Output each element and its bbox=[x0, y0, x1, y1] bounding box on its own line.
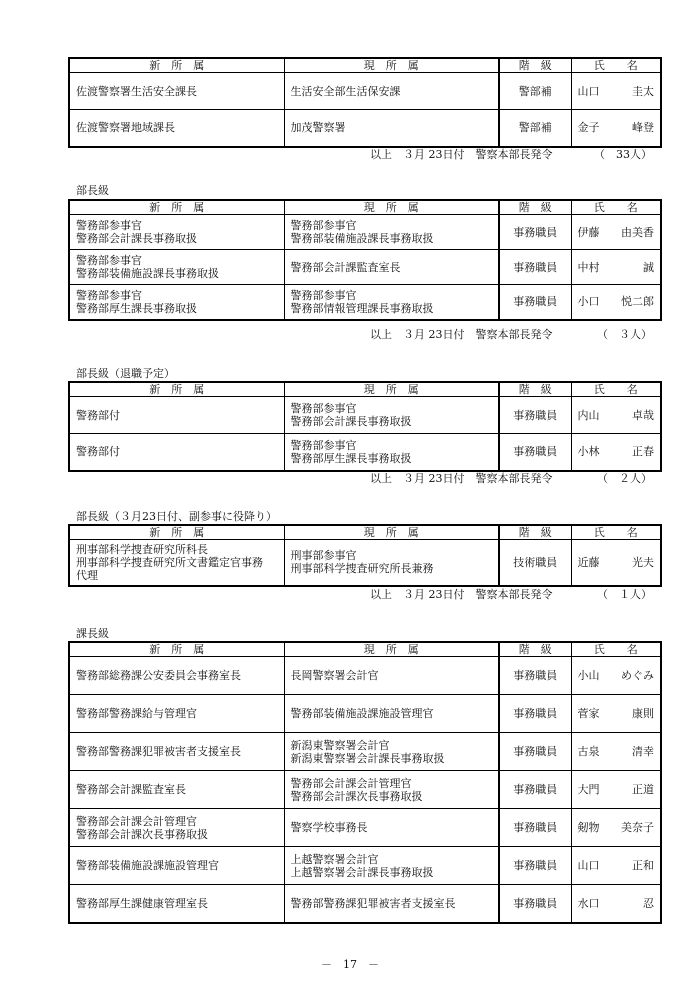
page-number: － 17 － bbox=[321, 958, 379, 971]
personnel-table bbox=[68, 199, 662, 321]
header-current: 現 所 属 bbox=[284, 382, 499, 397]
header-current: 現 所 属 bbox=[284, 642, 499, 657]
rank: 事務職員 bbox=[499, 285, 571, 320]
header-name: 氏 名 bbox=[571, 382, 661, 397]
header-rank: 階 級 bbox=[499, 642, 571, 657]
person-count: （ １人） bbox=[597, 588, 652, 601]
section-heading: 部長級（退職予定） bbox=[76, 367, 175, 380]
section-continued bbox=[68, 57, 660, 148]
new-post: 佐渡警察署地域課長 bbox=[69, 110, 284, 147]
current-post: 警務部会計課会計管理官 警務部会計課次長事務取扱 bbox=[284, 771, 499, 809]
new-post: 警務部参事官 警務部会計課長事務取扱 bbox=[69, 215, 284, 250]
person-name: 中村 誠 bbox=[571, 250, 661, 285]
table-row bbox=[69, 771, 661, 809]
current-post: 生活安全部生活保安課 bbox=[284, 73, 499, 110]
section-director-retiring bbox=[68, 381, 660, 472]
new-post: 警務部装備施設課施設管理官 bbox=[69, 847, 284, 885]
new-post: 警務部会計課監査室長 bbox=[69, 771, 284, 809]
section-director bbox=[68, 199, 660, 321]
current-post: 警務部参事官 警務部会計課長事務取扱 bbox=[284, 397, 499, 434]
person-name: 山口 正和 bbox=[571, 847, 661, 885]
section-section-chief bbox=[68, 641, 660, 924]
person-name: 水口 忍 bbox=[571, 885, 661, 923]
personnel-table bbox=[68, 524, 662, 587]
current-post: 警務部警務課犯罪被害者支援室長 bbox=[284, 885, 499, 923]
new-post: 警務部参事官 警務部厚生課長事務取扱 bbox=[69, 285, 284, 320]
new-post: 警務部警務課給与管理官 bbox=[69, 695, 284, 733]
person-name: 金子 峰登 bbox=[571, 110, 661, 147]
person-count: （ ３人） bbox=[597, 328, 652, 341]
person-name: 伊藤 由美香 bbox=[571, 215, 661, 250]
person-name: 小山 めぐみ bbox=[571, 657, 661, 695]
header-rank: 階 級 bbox=[499, 200, 571, 215]
current-post: 警務部参事官 警務部厚生課長事務取扱 bbox=[284, 434, 499, 471]
current-post: 警察学校事務長 bbox=[284, 809, 499, 847]
new-post: 警務部厚生課健康管理室長 bbox=[69, 885, 284, 923]
person-name: 剱物 美奈子 bbox=[571, 809, 661, 847]
rank: 事務職員 bbox=[499, 250, 571, 285]
person-name: 小口 悦二郎 bbox=[571, 285, 661, 320]
rank: 事務職員 bbox=[499, 771, 571, 809]
header-new: 新 所 属 bbox=[69, 642, 284, 657]
new-post: 警務部会計課会計管理官 警務部会計課次長事務取扱 bbox=[69, 809, 284, 847]
header-new: 新 所 属 bbox=[69, 58, 284, 73]
new-post: 警務部付 bbox=[69, 397, 284, 434]
header-new: 新 所 属 bbox=[69, 525, 284, 540]
personnel-table bbox=[68, 57, 662, 148]
order-note: 以上 ３月 23日付 警察本部長発令 bbox=[370, 148, 553, 161]
current-post: 警務部参事官 警務部装備施設課長事務取扱 bbox=[284, 215, 499, 250]
new-post: 警務部総務課公安委員会事務室長 bbox=[69, 657, 284, 695]
order-note: 以上 ３月 23日付 警察本部長発令 bbox=[370, 328, 553, 341]
current-post: 警務部参事官 警務部情報管理課長事務取扱 bbox=[284, 285, 499, 320]
current-post: 警務部会計課監査室長 bbox=[284, 250, 499, 285]
rank: 事務職員 bbox=[499, 733, 571, 771]
new-post: 佐渡警察署生活安全課長 bbox=[69, 73, 284, 110]
rank: 警部補 bbox=[499, 73, 571, 110]
rank: 技術職員 bbox=[499, 540, 571, 586]
person-count: （ ２人） bbox=[597, 472, 652, 485]
rank: 事務職員 bbox=[499, 847, 571, 885]
rank: 事務職員 bbox=[499, 434, 571, 471]
person-name: 近藤 光夫 bbox=[571, 540, 661, 586]
header-name: 氏 名 bbox=[571, 642, 661, 657]
table-row bbox=[69, 397, 661, 434]
table-header-row bbox=[69, 525, 661, 540]
table-row bbox=[69, 809, 661, 847]
current-post: 警務部装備施設課施設管理官 bbox=[284, 695, 499, 733]
header-current: 現 所 属 bbox=[284, 525, 499, 540]
header-current: 現 所 属 bbox=[284, 58, 499, 73]
person-name: 古泉 清幸 bbox=[571, 733, 661, 771]
current-post: 刑事部参事官 刑事部科学捜査研究所長兼務 bbox=[284, 540, 499, 586]
current-post: 上越警察署会計官 上越警察署会計課長事務取扱 bbox=[284, 847, 499, 885]
section-heading: 部長級 bbox=[76, 184, 109, 197]
new-post: 警務部付 bbox=[69, 434, 284, 471]
rank: 事務職員 bbox=[499, 885, 571, 923]
rank: 事務職員 bbox=[499, 215, 571, 250]
header-rank: 階 級 bbox=[499, 58, 571, 73]
header-new: 新 所 属 bbox=[69, 382, 284, 397]
person-name: 菅家 康則 bbox=[571, 695, 661, 733]
header-current: 現 所 属 bbox=[284, 200, 499, 215]
rank: 事務職員 bbox=[499, 809, 571, 847]
order-note: 以上 ３月 23日付 警察本部長発令 bbox=[370, 588, 553, 601]
header-name: 氏 名 bbox=[571, 525, 661, 540]
current-post: 長岡警察署会計官 bbox=[284, 657, 499, 695]
table-row bbox=[69, 215, 661, 250]
section-heading: 課長級 bbox=[76, 627, 109, 640]
table-row bbox=[69, 110, 661, 147]
table-header-row bbox=[69, 200, 661, 215]
rank: 事務職員 bbox=[499, 695, 571, 733]
person-name: 山口 圭太 bbox=[571, 73, 661, 110]
table-row bbox=[69, 285, 661, 320]
header-rank: 階 級 bbox=[499, 382, 571, 397]
table-header-row bbox=[69, 58, 661, 73]
personnel-table bbox=[68, 641, 662, 924]
personnel-table bbox=[68, 381, 662, 472]
person-name: 内山 卓哉 bbox=[571, 397, 661, 434]
section-director-demoted bbox=[68, 524, 660, 587]
table-row bbox=[69, 695, 661, 733]
table-header-row bbox=[69, 382, 661, 397]
header-name: 氏 名 bbox=[571, 200, 661, 215]
person-name: 小林 正春 bbox=[571, 434, 661, 471]
person-count: （ 33人） bbox=[594, 148, 652, 161]
current-post: 加茂警察署 bbox=[284, 110, 499, 147]
new-post: 刑事部科学捜査研究所科長 刑事部科学捜査研究所文書鑑定官事務 代理 bbox=[69, 540, 284, 586]
rank: 事務職員 bbox=[499, 657, 571, 695]
table-header-row bbox=[69, 642, 661, 657]
table-row bbox=[69, 657, 661, 695]
rank: 警部補 bbox=[499, 110, 571, 147]
table-row bbox=[69, 885, 661, 923]
table-row bbox=[69, 847, 661, 885]
order-note: 以上 ３月 23日付 警察本部長発令 bbox=[370, 472, 553, 485]
section-heading: 部長級（３月23日付、副参事に役降り） bbox=[76, 510, 277, 523]
table-row bbox=[69, 540, 661, 586]
table-row bbox=[69, 73, 661, 110]
new-post: 警務部参事官 警務部装備施設課長事務取扱 bbox=[69, 250, 284, 285]
new-post: 警務部警務課犯罪被害者支援室長 bbox=[69, 733, 284, 771]
header-rank: 階 級 bbox=[499, 525, 571, 540]
table-row bbox=[69, 250, 661, 285]
person-name: 大門 正道 bbox=[571, 771, 661, 809]
current-post: 新潟東警察署会計官 新潟東警察署会計課長事務取扱 bbox=[284, 733, 499, 771]
rank: 事務職員 bbox=[499, 397, 571, 434]
table-row bbox=[69, 434, 661, 471]
header-new: 新 所 属 bbox=[69, 200, 284, 215]
table-row bbox=[69, 733, 661, 771]
header-name: 氏 名 bbox=[571, 58, 661, 73]
